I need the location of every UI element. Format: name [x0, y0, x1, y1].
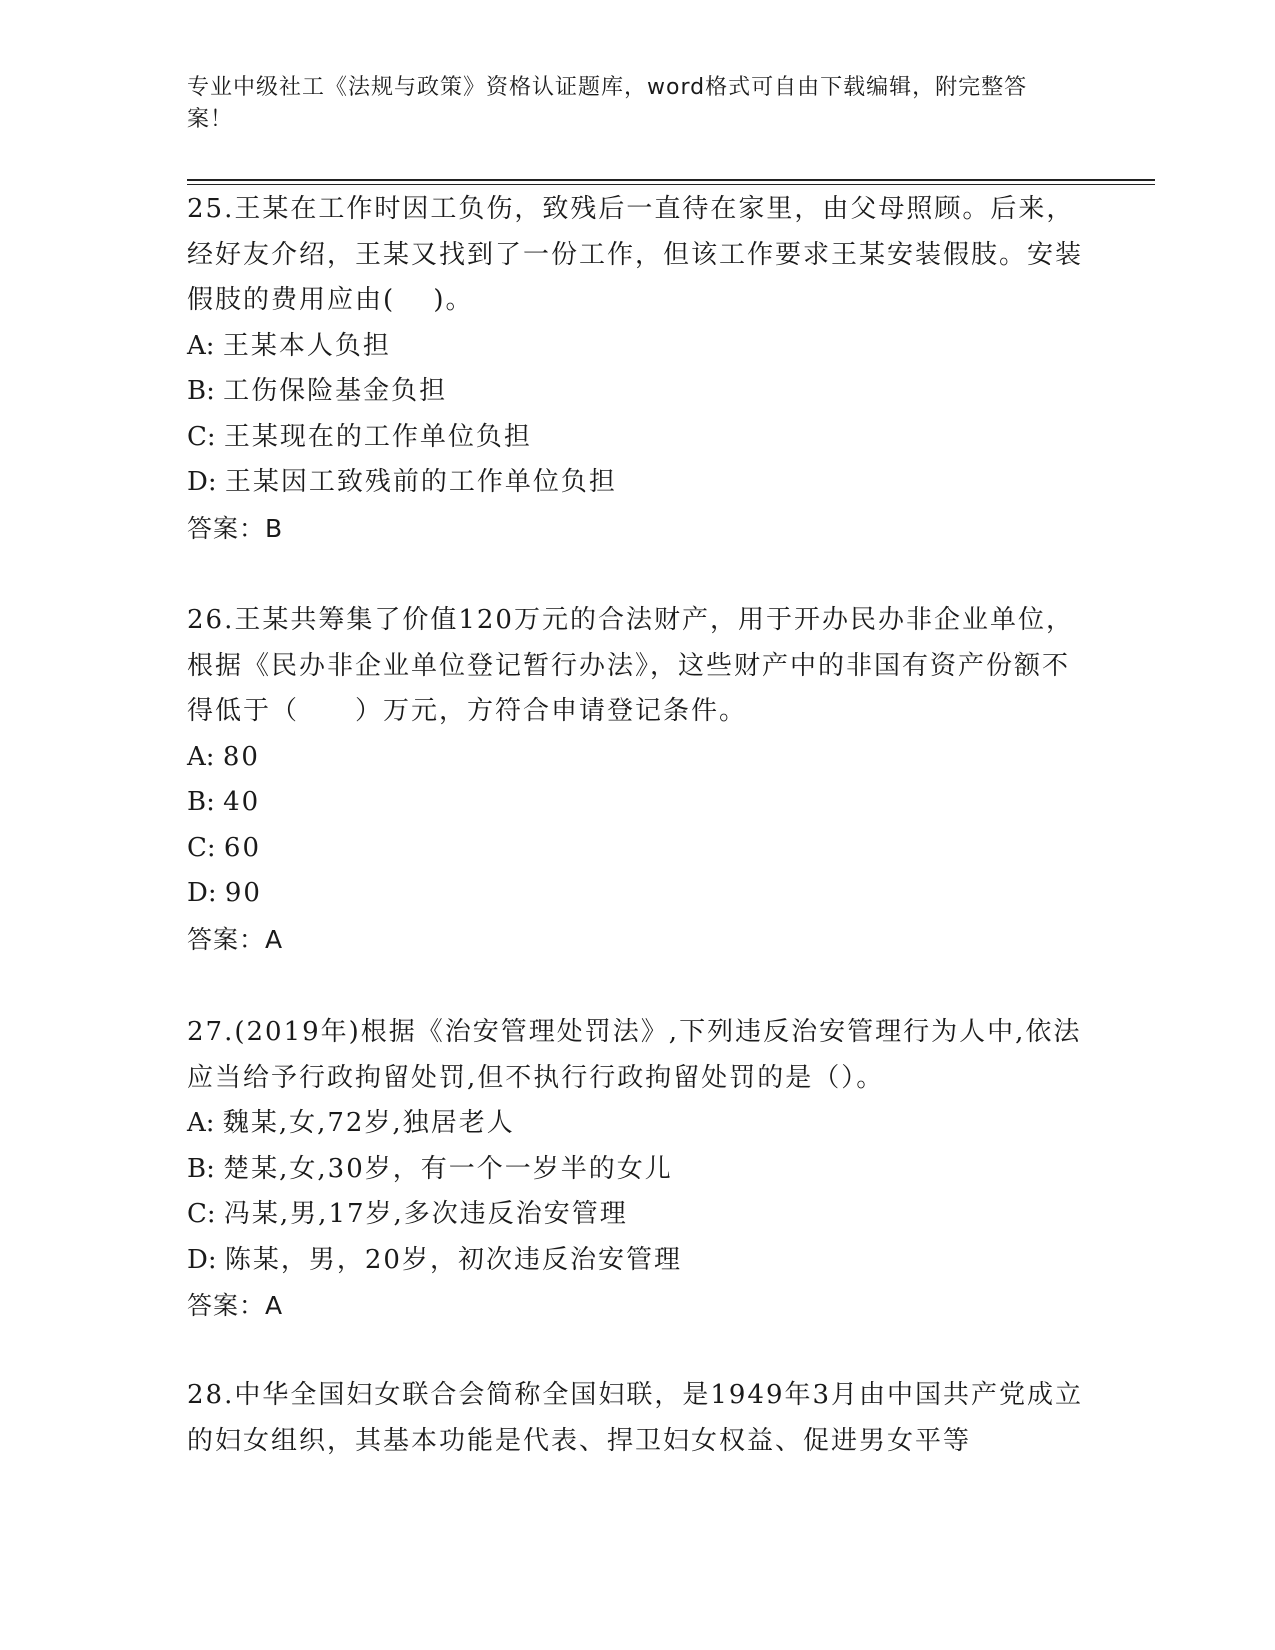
header-divider-thick	[187, 179, 1155, 181]
question-27	[187, 1010, 1087, 1329]
option-text: 楚某,女,30岁，有一个一岁半的女儿	[223, 1153, 673, 1184]
option-text: 80	[222, 741, 260, 772]
option-letter: C:	[187, 421, 224, 452]
question-28	[187, 1373, 1087, 1464]
option-text: 王某本人负担	[222, 330, 391, 361]
option-c	[187, 415, 1087, 461]
option-letter: B:	[187, 376, 224, 406]
option-list	[187, 1101, 1087, 1283]
option-letter: D:	[187, 467, 225, 497]
question-26	[187, 598, 1087, 963]
option-b	[187, 1147, 1087, 1193]
option-letter: A:	[187, 330, 223, 361]
option-letter: D:	[187, 878, 225, 908]
option-letter: A:	[187, 1108, 223, 1138]
header-divider-thin	[187, 184, 1155, 185]
document-header: 专业中级社工《法规与政策》资格认证题库，word格式可自由下载编辑，附完整答案！	[187, 75, 1028, 132]
option-letter: B:	[187, 787, 224, 817]
option-list	[187, 324, 1087, 506]
option-text: 魏某,女,72岁,独居老人	[222, 1108, 515, 1138]
option-letter: D:	[187, 1244, 225, 1275]
option-a	[187, 1101, 1087, 1147]
option-text: 90	[224, 878, 262, 908]
option-a	[187, 735, 1087, 781]
answer-line: 答案：A	[187, 924, 284, 954]
question-text: 28.中华全国妇女联合会简称全国妇联，是1949年3月由中国共产党成立的妇女组织，其基本功能是代表、捍卫妇女权益、促进男女平等	[187, 1380, 1084, 1456]
option-text: 40	[223, 787, 261, 817]
option-list	[187, 735, 1087, 917]
option-text: 工伤保险基金负担	[223, 376, 448, 406]
question-text: 25.王某在工作时因工负伤，致残后一直待在家里，由父母照顾。后来，经好友介绍，王某又找到了一份工作，但该工作要求王某安装假肢。安装假肢的费用应由( )。	[187, 194, 1084, 315]
answer-line: 答案：B	[187, 513, 284, 543]
option-b	[187, 780, 1087, 826]
option-c	[187, 1192, 1087, 1238]
question-25	[187, 187, 1087, 552]
option-text: 冯某,男,17岁,多次违反治安管理	[223, 1199, 628, 1229]
option-a	[187, 324, 1087, 370]
question-text: 26.王某共筹集了价值120万元的合法财产，用于开办民办非企业单位，根据《民办非企业单位登记暂行办法》，这些财产中的非国有资产份额不得低于（ ）万元，方符合申请登记条件。	[187, 605, 1074, 726]
option-c	[187, 826, 1087, 872]
option-d	[187, 460, 1087, 506]
option-text: 陈某，男，20岁，初次违反治安管理	[224, 1244, 682, 1275]
option-text: 王某现在的工作单位负担	[223, 421, 532, 452]
option-text: 王某因工致残前的工作单位负担	[224, 467, 617, 497]
option-b	[187, 369, 1087, 415]
option-letter: B:	[187, 1153, 224, 1184]
answer-line: 答案：A	[187, 1291, 284, 1320]
option-d	[187, 871, 1087, 917]
option-letter: C:	[187, 1199, 224, 1229]
option-letter: A:	[187, 741, 223, 772]
question-text: 27.(2019年)根据《治安管理处罚法》,下列违反治安管理行为人中,依法应当给予行政拘留处罚,但不执行行政拘留处罚的是（）。	[187, 1017, 1082, 1093]
option-d	[187, 1238, 1087, 1284]
option-letter: C:	[187, 832, 224, 863]
option-text: 60	[223, 832, 262, 863]
